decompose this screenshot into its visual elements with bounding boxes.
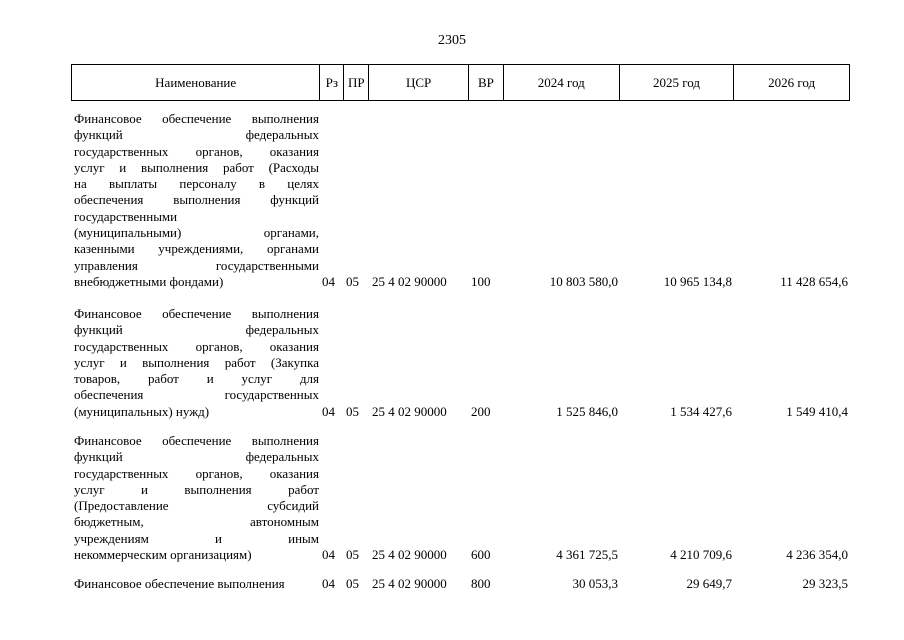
header-2024: 2024 год <box>504 65 620 100</box>
row-name-line: функций федеральных <box>74 127 319 143</box>
row-name-line: государственных органов, оказания <box>74 465 319 481</box>
row-csr: 25 4 02 90000 <box>372 403 447 419</box>
row-name-line: государственных органов, оказания <box>74 143 319 159</box>
header-rz: Рз <box>320 65 344 100</box>
table-row <box>71 576 850 592</box>
row-2026-value: 1 549 410,4 <box>786 403 848 419</box>
row-rz: 04 <box>322 576 335 591</box>
row-csr: 25 4 02 90000 <box>372 576 447 591</box>
table-row <box>71 111 850 290</box>
header-2026: 2026 год <box>768 74 816 90</box>
row-vr: 100 <box>471 274 491 289</box>
row-name-line: услуг и выполнения работ (Расходы <box>74 159 319 175</box>
table-row <box>71 306 850 420</box>
row-name-line: государственными <box>74 208 178 224</box>
row-name-line: казенными учреждениями, органами <box>74 241 319 257</box>
row-rz: 04 <box>322 547 335 563</box>
header-pr: ПР <box>344 65 369 100</box>
row-2025-value: 10 965 134,8 <box>663 274 732 289</box>
row-name-line: государственных органов, оказания <box>74 338 319 354</box>
row-name-line: услуг и выполнения работ <box>74 481 319 497</box>
row-name-line: Финансовое обеспечение выполнения <box>74 306 319 321</box>
row-2026-value: 4 236 354,0 <box>786 547 848 563</box>
row-csr: 25 4 02 90000 <box>372 274 447 289</box>
row-name-line: услуг и выполнения работ (Закупка <box>74 354 319 370</box>
header-csr: ЦСР <box>369 65 469 100</box>
row-2024-value: 10 803 580,0 <box>549 274 618 289</box>
row-2025-value: 4 210 709,6 <box>670 547 732 563</box>
row-name-line: функций федеральных <box>74 322 319 338</box>
row-name-line: Финансовое обеспечение выполнения <box>74 433 319 448</box>
page-number: 2305 <box>438 33 466 48</box>
row-pr: 05 <box>346 274 359 289</box>
row-name-line: (Предоставление субсидий <box>74 498 319 514</box>
header-2025: 2025 год <box>620 65 735 100</box>
row-2024-value: 1 525 846,0 <box>556 403 618 419</box>
row-name <box>74 306 319 420</box>
header-name: Наименование <box>72 65 320 100</box>
row-2025-value: 1 534 427,6 <box>670 403 732 419</box>
row-2024-value: 30 053,3 <box>572 576 618 591</box>
row-2026-value: 11 428 654,6 <box>780 274 848 289</box>
table-header <box>71 64 850 101</box>
row-name-line: товаров, работ и услуг для <box>74 371 319 387</box>
row-name-line: некоммерческим организациям) <box>74 547 252 563</box>
row-rz: 04 <box>322 274 335 289</box>
row-vr: 600 <box>471 547 491 563</box>
row-name-line: обеспечения выполнения функций <box>74 192 319 208</box>
row-name-line: Финансовое обеспечение выполнения <box>74 111 319 126</box>
row-name-line: Финансовое обеспечение выполнения <box>74 576 285 591</box>
row-2024-value: 4 361 725,5 <box>556 547 618 563</box>
row-2026-value: 29 323,5 <box>802 576 848 591</box>
row-vr: 200 <box>471 403 491 419</box>
row-pr: 05 <box>346 576 359 591</box>
row-pr: 05 <box>346 403 359 419</box>
row-rz: 04 <box>322 403 335 419</box>
row-name-line: (муниципальными) органами, <box>74 225 319 241</box>
row-name-line: обеспечения государственных <box>74 387 319 403</box>
row-name-line: функций федеральных <box>74 449 319 465</box>
table-row <box>71 433 850 563</box>
row-2025-value: 29 649,7 <box>686 576 732 591</box>
row-csr: 25 4 02 90000 <box>372 547 447 563</box>
row-name-line: на выплаты персоналу в целях <box>74 176 319 192</box>
row-name <box>74 433 319 563</box>
row-name-line: учреждениям и иным <box>74 530 319 546</box>
row-name-line: внебюджетными фондами) <box>74 273 224 289</box>
row-name-line: (муниципальных) нужд) <box>74 403 210 419</box>
row-name <box>74 576 319 592</box>
header-vr: ВР <box>469 65 504 100</box>
row-vr: 800 <box>471 576 491 591</box>
row-name <box>74 111 319 290</box>
row-name-line: управления государственными <box>74 257 319 273</box>
row-name-line: бюджетным, автономным <box>74 514 319 530</box>
row-pr: 05 <box>346 547 359 563</box>
